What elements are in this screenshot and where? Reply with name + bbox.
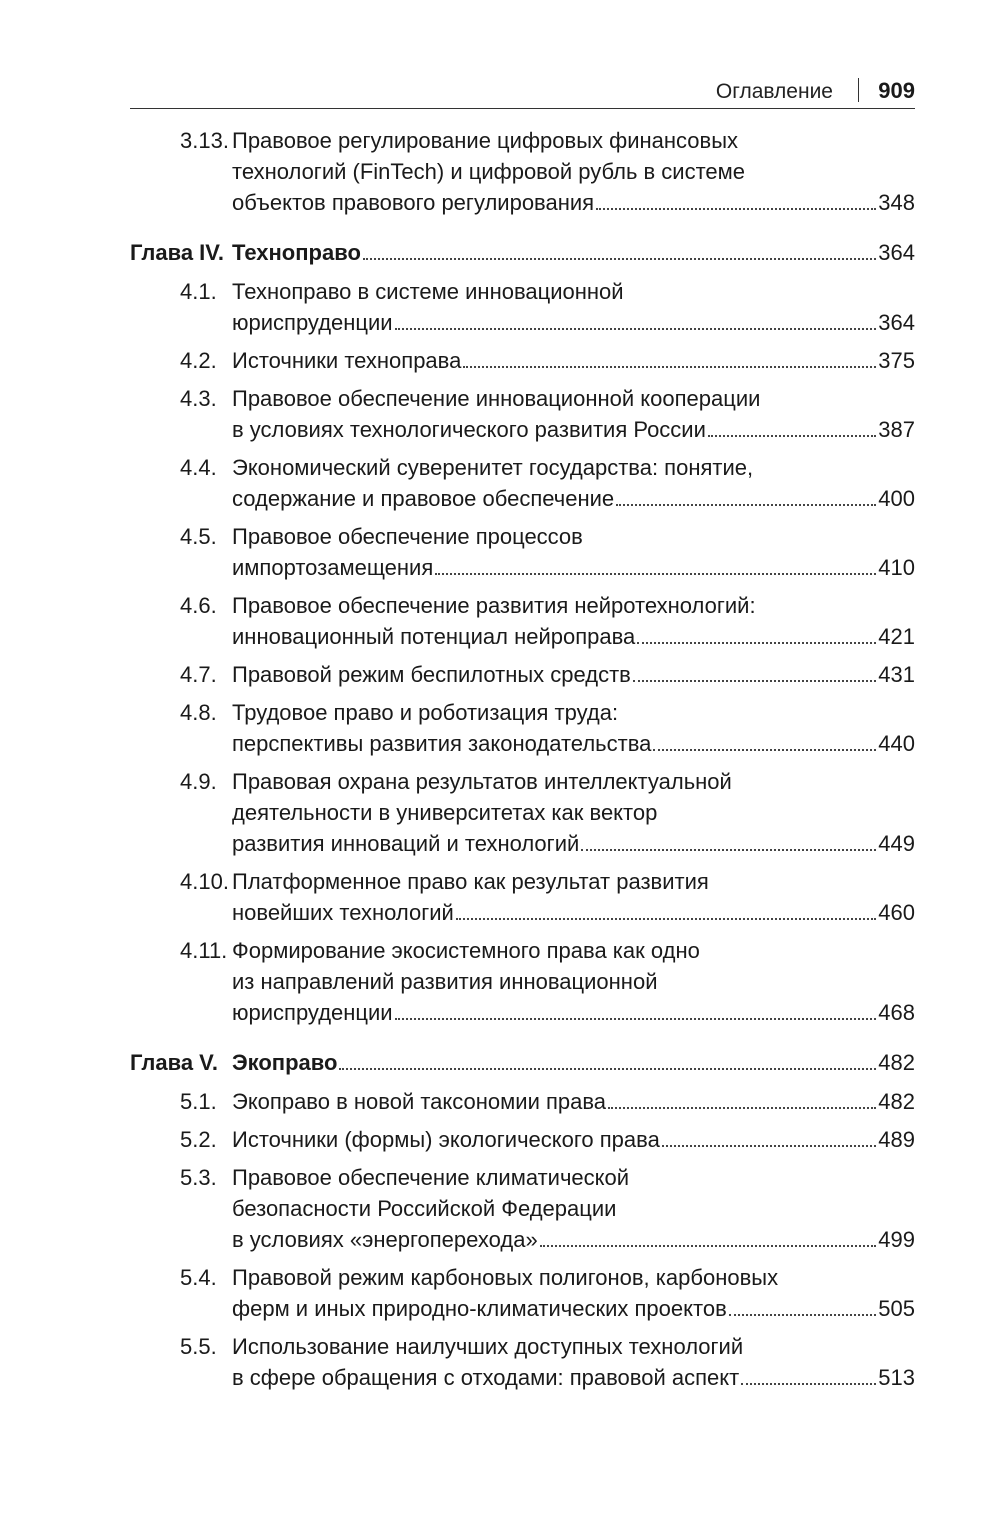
toc-entry xyxy=(130,1331,915,1393)
toc-entry xyxy=(130,697,915,759)
page-number: 909 xyxy=(878,78,915,103)
dot-leader xyxy=(637,621,876,652)
entry-number: 4.6. xyxy=(180,593,217,618)
toc-entry xyxy=(130,345,915,376)
entry-title: Источники технoправа xyxy=(232,348,462,373)
entry-title: Использование наилучших доступных технологий xyxy=(232,1334,744,1359)
toc-line xyxy=(130,1362,915,1393)
entry-page: 460 xyxy=(878,900,915,925)
entry-page: 421 xyxy=(878,624,915,649)
entry-number: Глава IV. xyxy=(130,240,225,265)
entry-number: 3.13. xyxy=(180,128,229,153)
dot-leader xyxy=(581,828,876,859)
dot-leader xyxy=(633,659,876,690)
entry-page: 364 xyxy=(878,310,915,335)
entry-title: Правовое обеспечение процессов xyxy=(232,524,583,549)
dot-leader xyxy=(395,307,877,338)
toc-line xyxy=(130,797,915,828)
entry-title: Формирование экосистемного права как одно xyxy=(232,938,700,963)
toc-chapter xyxy=(130,1047,915,1078)
toc-line xyxy=(130,697,915,728)
entry-title: Трудовое право и роботизация труда: xyxy=(232,700,619,725)
entry-page: 449 xyxy=(878,831,915,856)
entry-number: 4.2. xyxy=(180,348,217,373)
entry-title: Правовое обеспечение инновационной кооперации xyxy=(232,386,761,411)
entry-number: Глава V. xyxy=(130,1050,218,1075)
entry-number: 4.4. xyxy=(180,455,217,480)
entry-title: ферм и иных природно-климатических проектов xyxy=(232,1296,727,1321)
entry-title: юриспруденции xyxy=(232,310,393,335)
toc-line xyxy=(130,237,915,268)
dot-leader xyxy=(708,414,876,445)
entry-title: Экономический суверенитет государства: понятие, xyxy=(232,455,754,480)
entry-title: Правовое обеспечение развития нейротехнологий: xyxy=(232,593,756,618)
toc-line xyxy=(130,1047,915,1078)
dot-leader xyxy=(616,483,876,514)
entry-number: 5.2. xyxy=(180,1127,217,1152)
entry-page: 348 xyxy=(878,190,915,215)
toc-entry xyxy=(130,276,915,338)
toc-line xyxy=(130,659,915,690)
toc-entry xyxy=(130,452,915,514)
entry-page: 400 xyxy=(878,486,915,511)
toc-line xyxy=(130,966,915,997)
entry-title: Технoправо в системе инновационной xyxy=(232,279,624,304)
toc-line xyxy=(130,307,915,338)
section-title: Оглавление xyxy=(715,80,833,103)
entry-title: Правовая охрана результатов интеллектуальной xyxy=(232,769,732,794)
toc-entry xyxy=(130,590,915,652)
toc-entry xyxy=(130,766,915,859)
entry-title: Правовой режим беспилотных средств xyxy=(232,662,631,687)
toc-line xyxy=(130,1331,915,1362)
entry-title: объектов правового регулирования xyxy=(232,190,595,215)
toc-line xyxy=(130,156,915,187)
toc-line xyxy=(130,1086,915,1117)
toc-entry xyxy=(130,1162,915,1255)
toc-line xyxy=(130,383,915,414)
dot-leader xyxy=(608,1086,876,1117)
toc-line xyxy=(130,1162,915,1193)
entry-title: технологий (FinTech) и цифровой рубль в системе xyxy=(232,159,746,184)
dot-leader xyxy=(540,1224,877,1255)
entry-page: 387 xyxy=(878,417,915,442)
toc-entry xyxy=(130,1086,915,1117)
entry-title: перспективы развития законодательства xyxy=(232,731,652,756)
toc-line xyxy=(130,621,915,652)
dot-leader xyxy=(463,345,876,376)
toc-line xyxy=(130,897,915,928)
dot-leader xyxy=(596,187,876,218)
toc-entry xyxy=(130,1262,915,1324)
header-separator xyxy=(858,78,860,102)
toc-line xyxy=(130,866,915,897)
toc-line xyxy=(130,828,915,859)
toc-line xyxy=(130,125,915,156)
toc-entry xyxy=(130,1124,915,1155)
running-header xyxy=(130,74,915,109)
entry-number: 4.7. xyxy=(180,662,217,687)
toc-line xyxy=(130,997,915,1028)
entry-title: Технoправо xyxy=(232,240,361,265)
dot-leader xyxy=(741,1362,876,1393)
toc-line xyxy=(130,414,915,445)
toc-line xyxy=(130,1262,915,1293)
dot-leader xyxy=(729,1293,877,1324)
entry-title: инновационный потенциал нейроправа xyxy=(232,624,636,649)
entry-page: 440 xyxy=(878,731,915,756)
entry-title: в условиях «энергоперехода» xyxy=(232,1227,538,1252)
entry-title: безопасности Российской Федерации xyxy=(232,1196,617,1221)
entry-page: 410 xyxy=(878,555,915,580)
entry-number: 4.3. xyxy=(180,386,217,411)
entry-title: Правовое регулирование цифровых финансовых xyxy=(232,128,739,153)
entry-number: 5.4. xyxy=(180,1265,217,1290)
entry-page: 505 xyxy=(878,1296,915,1321)
toc-entry xyxy=(130,659,915,690)
entry-number: 5.5. xyxy=(180,1334,217,1359)
entry-number: 4.8. xyxy=(180,700,217,725)
toc-line xyxy=(130,1293,915,1324)
entry-title: Экоправо в новой таксономии права xyxy=(232,1089,607,1114)
entry-title: Правовое обеспечение климатической xyxy=(232,1165,630,1190)
toc-line xyxy=(130,452,915,483)
dot-leader xyxy=(339,1047,876,1078)
toc-line xyxy=(130,483,915,514)
toc-line xyxy=(130,1193,915,1224)
entry-page: 431 xyxy=(878,662,915,687)
entry-title: юриспруденции xyxy=(232,1000,393,1025)
entry-title: Платформенное право как результат развития xyxy=(232,869,709,894)
toc-line xyxy=(130,552,915,583)
dot-leader xyxy=(395,997,877,1028)
dot-leader xyxy=(456,897,876,928)
entry-title: развития инноваций и технологий xyxy=(232,831,580,856)
entry-number: 5.3. xyxy=(180,1165,217,1190)
toc-line xyxy=(130,1124,915,1155)
entry-number: 4.1. xyxy=(180,279,217,304)
entry-page: 482 xyxy=(878,1050,915,1075)
entry-title: в условиях технологического развития России xyxy=(232,417,706,442)
entry-number: 4.5. xyxy=(180,524,217,549)
toc-entry xyxy=(130,125,915,218)
entry-number: 4.10. xyxy=(180,869,229,894)
dot-leader xyxy=(435,552,876,583)
entry-page: 499 xyxy=(878,1227,915,1252)
toc-entry xyxy=(130,935,915,1028)
table-of-contents xyxy=(130,125,915,1393)
entry-page: 375 xyxy=(878,348,915,373)
entry-page: 489 xyxy=(878,1127,915,1152)
entry-title: Правовой режим карбоновых полигонов, карбоновых xyxy=(232,1265,779,1290)
entry-title: Источники (формы) экологического права xyxy=(232,1127,660,1152)
toc-line xyxy=(130,276,915,307)
toc-line xyxy=(130,187,915,218)
entry-page: 482 xyxy=(878,1089,915,1114)
toc-line xyxy=(130,521,915,552)
dot-leader xyxy=(662,1124,876,1155)
entry-number: 5.1. xyxy=(180,1089,217,1114)
dot-leader xyxy=(653,728,876,759)
entry-title: импортозамещения xyxy=(232,555,434,580)
entry-page: 468 xyxy=(878,1000,915,1025)
toc-line xyxy=(130,728,915,759)
toc-line xyxy=(130,590,915,621)
entry-number: 4.9. xyxy=(180,769,217,794)
entry-title: деятельности в университетах как вектор xyxy=(232,800,658,825)
toc-entry xyxy=(130,383,915,445)
toc-line xyxy=(130,935,915,966)
toc-chapter xyxy=(130,237,915,268)
dot-leader xyxy=(363,237,876,268)
entry-title: содержание и правовое обеспечение xyxy=(232,486,615,511)
toc-entry xyxy=(130,866,915,928)
toc-entry xyxy=(130,521,915,583)
entry-page: 364 xyxy=(878,240,915,265)
entry-number: 4.11. xyxy=(180,938,228,963)
toc-line xyxy=(130,1224,915,1255)
entry-title: из направлений развития инновационной xyxy=(232,969,658,994)
entry-title: новейших технологий xyxy=(232,900,454,925)
entry-page: 513 xyxy=(878,1365,915,1390)
toc-line xyxy=(130,345,915,376)
toc-line xyxy=(130,766,915,797)
entry-title: в сфере обращения с отходами: правовой аспект xyxy=(232,1365,740,1390)
entry-title: Экоправо xyxy=(232,1050,338,1075)
